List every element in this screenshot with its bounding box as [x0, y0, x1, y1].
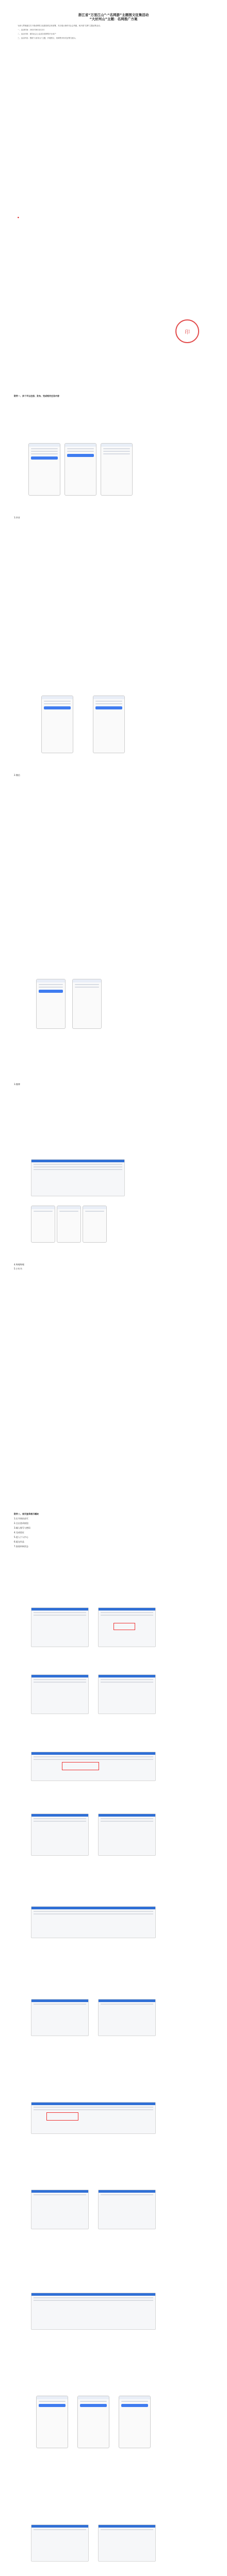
section-b	[14, 1510, 213, 1582]
phone-screenshot	[31, 1206, 55, 1243]
list-item: 2.微信	[14, 774, 20, 776]
doc-title-line-1: 浙江省“万里江山”·“名网游”主题图文征集活动	[78, 13, 149, 17]
phone-screenshot	[41, 696, 73, 753]
highlight-box	[62, 1762, 99, 1770]
step-item: 3.输入账号与密码	[14, 1527, 30, 1529]
tutorial-screenshot	[98, 2524, 156, 2562]
tutorial-screenshot	[31, 2293, 156, 2330]
body-continued	[14, 216, 213, 219]
phone-screenshot	[72, 979, 102, 1029]
tutorial-screenshot	[31, 1674, 89, 1714]
section-b-steps	[14, 1517, 213, 1548]
highlight-box	[46, 2112, 78, 2121]
section-a-title: 附件一、多个平台注册、发布、完成相关任务内容	[14, 395, 59, 397]
highlight-box	[113, 1623, 135, 1630]
intro-paragraph: 三、活动内容：围绕“大好河山”主题，开展图文、视频等多形式征集与展示。	[18, 37, 77, 39]
phone-screenshot	[64, 443, 96, 496]
tutorial-screenshot	[31, 1999, 89, 2036]
list-item: 5.小红书	[14, 1267, 22, 1270]
phone-screenshot	[36, 979, 66, 1029]
seal-glyph: 印	[185, 329, 190, 335]
tutorial-screenshot	[31, 2190, 89, 2229]
step-item: 2.点击登录按钮	[14, 1522, 28, 1524]
phone-screenshot	[57, 1206, 81, 1243]
section-a	[14, 392, 213, 412]
list-item: 3.微博	[14, 1083, 20, 1086]
phone-screenshot	[83, 1206, 107, 1243]
doc-title-line-2: “大好河山”主题：名网推广方案	[89, 17, 138, 21]
tutorial-screenshot	[31, 1906, 156, 1938]
step-item: 1.打开网站首页	[14, 1517, 28, 1520]
phone-screenshot	[101, 443, 133, 496]
tutorial-screenshot	[98, 2190, 156, 2229]
phone-screenshot	[93, 696, 125, 753]
intro-body	[14, 24, 213, 40]
tutorial-screenshot	[31, 1814, 89, 1856]
item-list-a	[14, 515, 213, 556]
intro-paragraph: 一、活动时间：2022年8月至12月	[18, 29, 45, 31]
intro-paragraph: 二、活动对象：面向社会公众及各类网络平台用户	[18, 33, 56, 35]
item-list-d	[14, 1262, 213, 1283]
section-b-title: 附件二、首页登录展示模块	[14, 1513, 39, 1515]
step-item: 7.查看审核状态	[14, 1545, 28, 1548]
phone-screenshot	[119, 2396, 151, 2448]
tutorial-screenshot	[31, 1607, 89, 1647]
intro-paragraph: 为深入贯彻落实关于推动网络文化建设的总体部署，充分展示新时代社会风貌，现开展“名网”主题征集活动。	[18, 25, 102, 27]
step-item: 6.提交作品	[14, 1540, 24, 1543]
tutorial-screenshot	[98, 1674, 156, 1714]
tutorial-screenshot	[98, 1814, 156, 1856]
web-screenshot	[31, 1159, 125, 1196]
step-item: 5.进入个人中心	[14, 1536, 28, 1538]
phone-screenshot	[36, 2396, 68, 2448]
list-item: 4.哔哩哔哩	[14, 1263, 24, 1266]
body-highlight: ●	[18, 216, 19, 218]
step-item: 4.完成验证	[14, 1531, 24, 1534]
tutorial-screenshot	[98, 1999, 156, 2036]
item-list-b	[14, 773, 213, 793]
official-seal	[175, 319, 199, 343]
list-item: 1.抖音	[14, 516, 20, 519]
phone-screenshot	[28, 443, 60, 496]
tutorial-screenshot	[31, 2524, 89, 2562]
item-list-c	[14, 1082, 213, 1103]
phone-screenshot	[77, 2396, 109, 2448]
